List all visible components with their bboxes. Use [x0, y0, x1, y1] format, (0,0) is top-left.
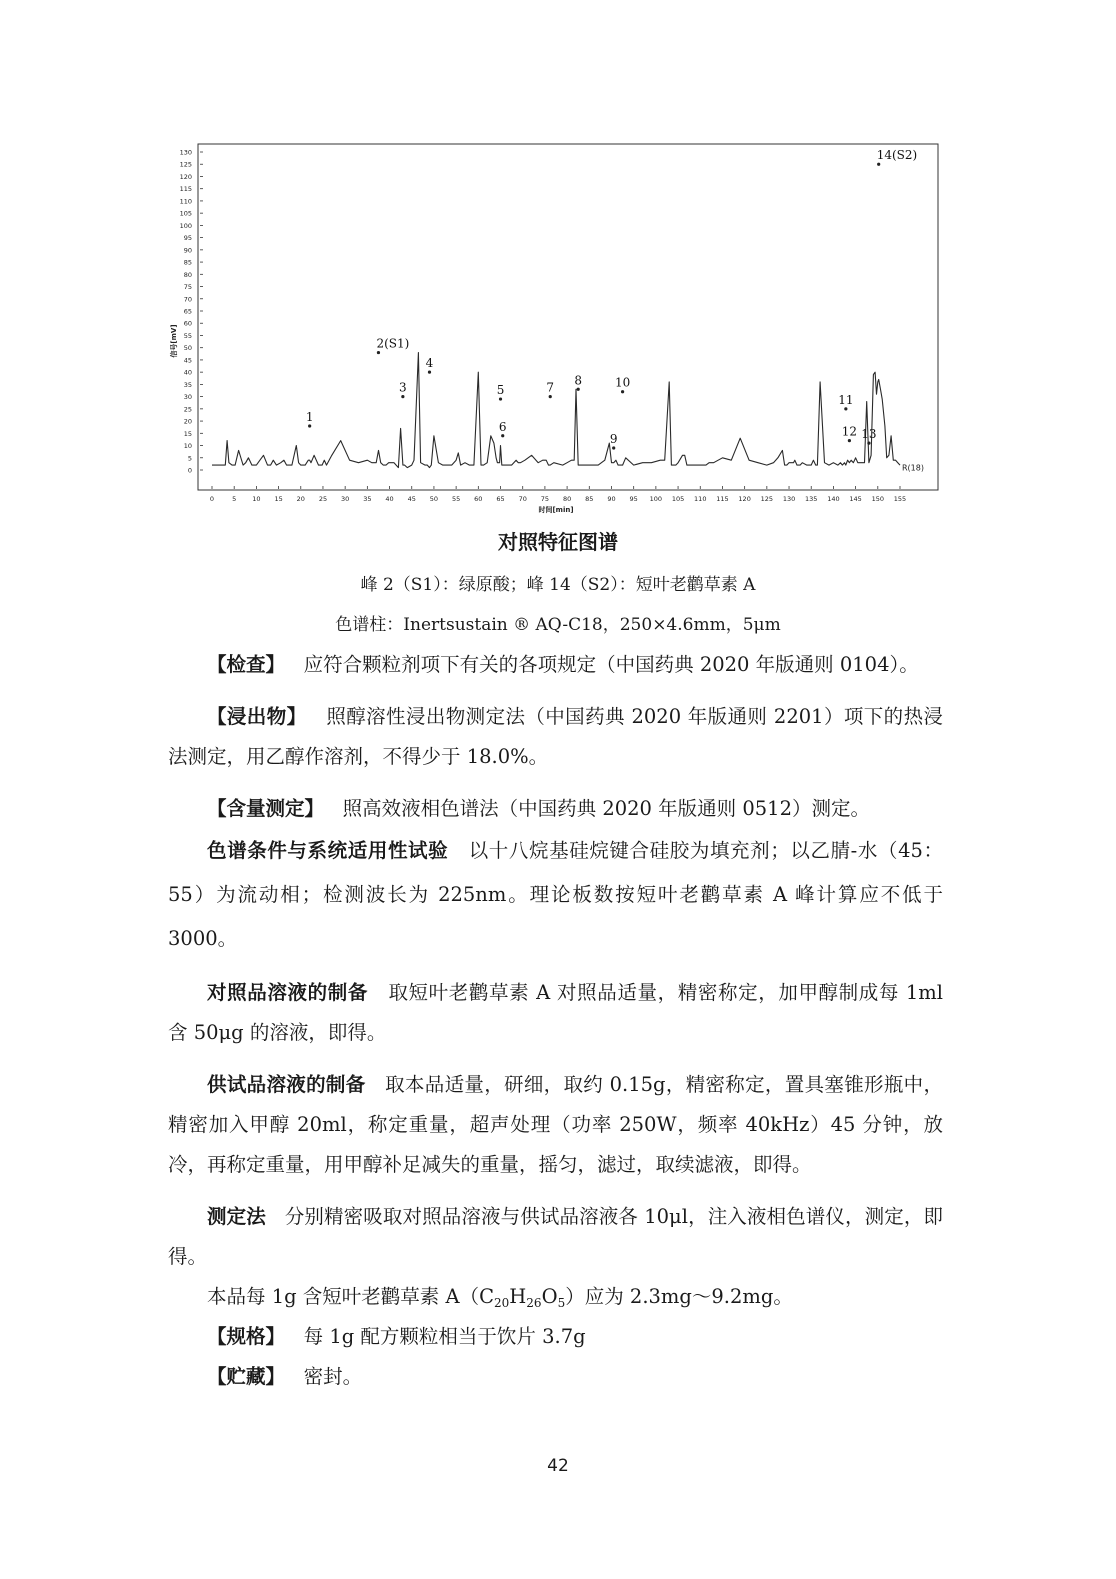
peak-label: 7 — [546, 380, 555, 395]
peak-marker — [577, 388, 580, 391]
peak-marker — [501, 434, 504, 437]
y-tick-label: 120 — [179, 172, 192, 181]
x-tick-label: 0 — [209, 495, 215, 503]
section-check — [168, 645, 943, 685]
peak-marker — [848, 439, 851, 442]
y-tick-label: 125 — [179, 160, 192, 169]
x-tick-label: 30 — [341, 495, 350, 503]
section-text: 每 1g 配方颗粒相当于饮片 3.7g — [303, 1325, 586, 1348]
y-tick-label: 60 — [183, 319, 192, 328]
peak-label: 3 — [399, 380, 407, 395]
section-heading: 【检查】 — [207, 653, 286, 676]
peak-label: 5 — [496, 383, 505, 398]
peak-label: 9 — [609, 431, 618, 446]
page-number: 42 — [547, 1456, 569, 1476]
y-tick-label: 30 — [183, 393, 192, 402]
x-tick-label: 95 — [629, 495, 638, 503]
y-tick-label: 40 — [183, 368, 192, 377]
x-tick-label: 20 — [296, 495, 305, 503]
section-text: 应符合颗粒剂项下有关的各项规定（中国药典 2020 年版通则 0104）。 — [303, 653, 919, 676]
peak-label: 6 — [498, 419, 507, 434]
peak-marker — [308, 424, 311, 427]
y-tick-label: 65 — [183, 307, 192, 316]
peak-marker — [867, 441, 870, 444]
formula-sub-h: 26 — [526, 1296, 542, 1310]
peak-marker — [621, 390, 624, 393]
y-tick-label: 20 — [183, 417, 192, 426]
y-tick-label: 15 — [183, 429, 192, 438]
x-tick-label: 45 — [407, 495, 416, 503]
formula-sub-o: 5 — [557, 1296, 566, 1310]
x-tick-label: 10 — [252, 495, 261, 503]
y-tick-label: 85 — [183, 258, 192, 267]
section-heading: 对照品溶液的制备 — [207, 981, 368, 1004]
peak-label: 13 — [861, 427, 877, 442]
section-assay — [168, 789, 943, 829]
trace-label: R(18) — [902, 463, 924, 473]
x-tick-label: 115 — [716, 495, 729, 503]
x-tick-label: 150 — [871, 495, 885, 503]
x-tick-label: 60 — [474, 495, 483, 503]
section-method — [168, 1197, 943, 1277]
section-heading: 【规格】 — [207, 1325, 286, 1348]
section-heading: 供试品溶液的制备 — [207, 1073, 366, 1096]
y-tick-label: 75 — [183, 283, 192, 292]
section-sample — [168, 1065, 943, 1185]
peak-label: 14(S2) — [876, 148, 918, 163]
x-tick-label: 65 — [496, 495, 505, 503]
x-tick-label: 140 — [827, 495, 840, 503]
y-tick-label: 80 — [183, 270, 192, 279]
y-axis-label: 信号[mV] — [170, 324, 178, 358]
x-tick-label: 5 — [232, 495, 237, 503]
y-tick-label: 130 — [179, 148, 192, 157]
x-tick-label: 55 — [451, 495, 461, 503]
plot-frame — [198, 144, 938, 490]
content-text: 本品每 1g 含短叶老鹳草素 A（C — [207, 1285, 494, 1308]
x-tick-label: 70 — [518, 495, 527, 503]
x-tick-label: 15 — [274, 495, 283, 503]
section-heading: 色谱条件与系统适用性试验 — [207, 839, 449, 862]
peak-marker — [401, 395, 404, 398]
peak-marker — [844, 407, 847, 410]
peak-label: 2(S1) — [376, 336, 410, 351]
x-tick-label: 90 — [607, 495, 616, 503]
x-tick-label: 155 — [893, 495, 907, 503]
x-tick-label: 85 — [585, 495, 594, 503]
section-heading: 测定法 — [207, 1205, 266, 1228]
y-tick-label: 55 — [183, 331, 192, 340]
y-tick-label: 50 — [183, 344, 192, 353]
y-tick-label: 70 — [183, 295, 192, 304]
peak-marker — [549, 395, 552, 398]
section-text: 取本品适量，研细，取约 0.15g，精密称定，置具塞锥形瓶中，精密加入甲醇 20ml，称定重量，超声处理（功率 250W，频率 40kHz）45 分钟，放冷，再称定重量，用甲醇补足减失的重量，摇匀，滤过，取续滤液，即得。 — [168, 1073, 943, 1176]
y-tick-label: 25 — [183, 405, 192, 414]
section-conditions — [168, 829, 943, 961]
x-tick-label: 120 — [738, 495, 751, 503]
section-heading: 【含量测定】 — [207, 797, 325, 820]
y-tick-label: 115 — [179, 185, 192, 194]
y-tick-label: 95 — [183, 234, 192, 243]
section-heading: 【贮藏】 — [207, 1365, 286, 1388]
x-tick-label: 80 — [562, 495, 572, 503]
x-tick-label: 75 — [540, 495, 550, 503]
section-text: 密封。 — [303, 1365, 363, 1388]
y-tick-label: 45 — [183, 356, 192, 365]
peak-label: 10 — [614, 375, 631, 390]
section-spec — [168, 1317, 943, 1357]
section-heading: 【浸出物】 — [207, 705, 307, 728]
section-text: 照醇溶性浸出物测定法（中国药典 2020 年版通则 2201）项下的热浸法测定，用乙醇作溶剂，不得少于 18.0%。 — [168, 705, 943, 768]
peak-label: 11 — [838, 392, 854, 407]
peak-marker — [499, 397, 502, 400]
x-axis-label: 时间[min] — [538, 506, 574, 514]
y-tick-label: 0 — [187, 466, 192, 475]
peak-label: 1 — [305, 409, 314, 424]
chromatogram-chart — [168, 142, 928, 514]
section-reference — [168, 973, 943, 1053]
chromatogram-trace — [212, 353, 900, 468]
peak-marker — [877, 163, 880, 166]
x-tick-label: 105 — [671, 495, 685, 503]
body-text — [168, 645, 943, 1397]
y-tick-label: 35 — [183, 380, 192, 389]
figure-note-column: 色谱柱：Inertsustain ® AQ-C18，250×4.6mm，5μm — [335, 615, 781, 635]
y-tick-label: 90 — [183, 246, 192, 255]
x-tick-label: 50 — [429, 495, 439, 503]
peak-label: 12 — [841, 424, 858, 439]
peak-label: 4 — [425, 356, 434, 371]
y-tick-label: 100 — [179, 221, 192, 230]
x-tick-label: 100 — [649, 495, 663, 503]
section-text: 以十八烷基硅烷键合硅胶为填充剂；以乙腈-水（45：55）为流动相；检测波长为 225nm。理论板数按短叶老鹳草素 A 峰计算应不低于 3000。 — [168, 839, 943, 950]
formula-sub-c: 20 — [494, 1296, 510, 1310]
formula-h: H — [509, 1285, 527, 1308]
peak-marker — [428, 371, 431, 374]
section-text: 取短叶老鹳草素 A 对照品适量，精密称定，加甲醇制成每 1ml 含 50μg 的溶液，即得。 — [168, 981, 943, 1044]
x-tick-label: 130 — [782, 495, 796, 503]
content-text-end: ）应为 2.3mg～9.2mg。 — [565, 1285, 793, 1308]
y-tick-label: 110 — [179, 197, 192, 206]
y-tick-label: 10 — [183, 442, 192, 451]
peak-label: 8 — [574, 373, 583, 388]
section-text: 照高效液相色谱法（中国药典 2020 年版通则 0512）测定。 — [342, 797, 870, 820]
x-tick-label: 110 — [694, 495, 707, 503]
figure-title: 对照特征图谱 — [498, 530, 618, 554]
peak-marker — [377, 351, 380, 354]
peak-marker — [612, 446, 615, 449]
x-tick-label: 35 — [363, 495, 372, 503]
section-text: 分别精密吸取对照品溶液与供试品溶液各 10μl，注入液相色谱仪，测定，即得。 — [168, 1205, 943, 1268]
x-tick-label: 145 — [849, 495, 862, 503]
section-storage — [168, 1357, 943, 1397]
figure-note-peaks: 峰 2（S1）：绿原酸；峰 14（S2）：短叶老鹳草素 A — [360, 575, 756, 595]
formula-o: O — [541, 1285, 558, 1308]
x-tick-label: 25 — [318, 495, 328, 503]
x-tick-label: 125 — [760, 495, 774, 503]
y-tick-label: 105 — [179, 209, 192, 218]
section-extract — [168, 697, 943, 777]
y-tick-label: 5 — [187, 454, 192, 463]
x-tick-label: 135 — [805, 495, 818, 503]
x-tick-label: 40 — [385, 495, 394, 503]
section-content — [168, 1277, 943, 1317]
